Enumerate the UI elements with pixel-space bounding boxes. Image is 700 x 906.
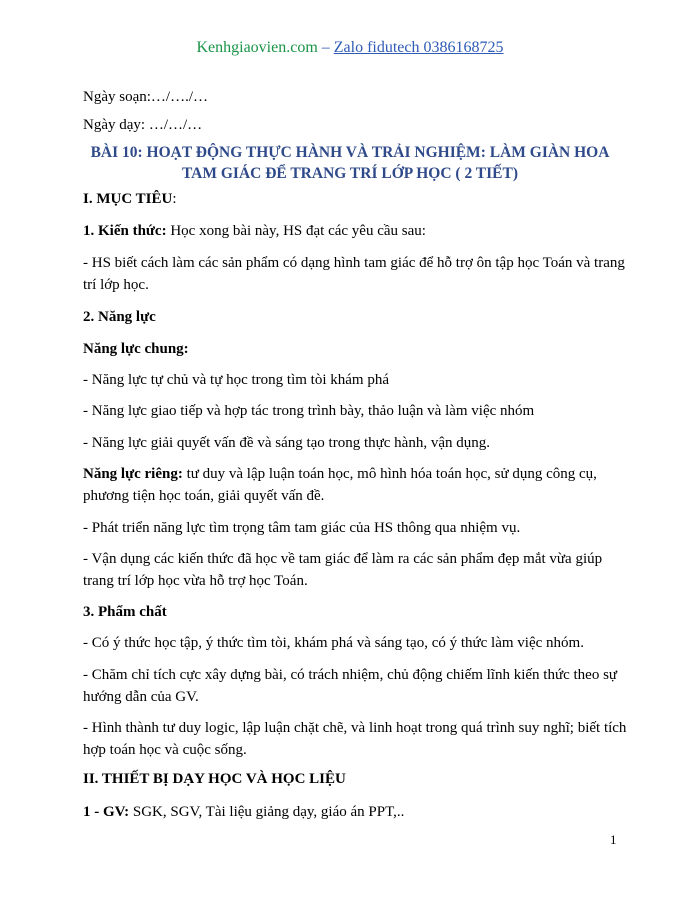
knowledge-text: Học xong bài này, HS đạt các yêu cầu sau:: [166, 223, 426, 239]
specific-text: tư duy và lập luận toán học, mô hình hóa toán học, sử dụng công cụ, phương tiện học toán, giải quyết vấn đề.: [83, 466, 597, 504]
gv-line: [83, 801, 623, 823]
general-item-2: - Năng lực giao tiếp và hợp tác trong trình bày, thảo luận và làm việc nhóm: [83, 403, 535, 419]
general-item-1: - Năng lực tự chủ và tự học trong tìm tòi khám phá: [83, 372, 389, 388]
knowledge-item: - HS biết cách làm các sản phẩm có dạng hình tam giác để hỗ trợ ôn tập học Toán và trang trí lớp học.: [83, 255, 625, 293]
quality-item-2: - Chăm chỉ tích cực xây dựng bài, có trách nhiệm, chủ động chiếm lĩnh kiến thức theo sự hướng dẫn của GV.: [83, 667, 618, 705]
lesson-title-line1: BÀI 10: HOẠT ĐỘNG THỰC HÀNH VÀ TRẢI NGHIỆM: LÀM GIÀN HOA: [90, 144, 610, 161]
quality-heading: 3. Phẩm chất: [83, 604, 167, 620]
lesson-title-line2: TAM GIÁC ĐỂ TRANG TRÍ LỚP HỌC ( 2 TIẾT): [181, 165, 519, 182]
date-taught: Ngày dạy: …/…/…: [83, 117, 203, 133]
date-prepared: Ngày soạn:…/…./…: [83, 89, 208, 105]
specific-label: Năng lực riêng:: [83, 466, 183, 482]
quality-item-1: - Có ý thức học tập, ý thức tìm tòi, khám phá và sáng tạo, có ý thức làm việc nhóm.: [83, 635, 584, 651]
header-site: Kenhgiaovien.com: [196, 39, 318, 56]
specific-item-2: - Vận dụng các kiến thức đã học về tam giác để làm ra các sản phẩm đẹp mắt vừa giúp trang trí lớp học vừa hỗ trợ học Toán.: [83, 551, 603, 589]
header-separator: –: [317, 39, 334, 56]
section1-heading: [83, 188, 623, 210]
general-competency-heading: Năng lực chung:: [83, 341, 189, 357]
section1-heading-text: I. MỤC TIÊU: [83, 191, 173, 207]
competency-heading: 2. Năng lực: [83, 309, 156, 325]
specific-item-1: - Phát triển năng lực tìm trọng tâm tam giác của HS thông qua nhiệm vụ.: [83, 520, 521, 536]
gv-label: 1 - GV:: [83, 804, 130, 820]
general-item-3: - Năng lực giải quyết vấn đề và sáng tạo trong thực hành, vận dụng.: [83, 435, 490, 451]
quality-item-3: - Hình thành tư duy logic, lập luận chặt chẽ, và linh hoạt trong quá trình suy nghĩ; biết tích hợp toán học và cuộc sống.: [83, 720, 627, 758]
knowledge-line: [83, 220, 623, 242]
specific-competency: [83, 463, 628, 507]
knowledge-label: 1. Kiến thức:: [83, 223, 167, 239]
page-header: [0, 39, 700, 57]
section1-heading-suffix: :: [172, 191, 177, 207]
section2-heading: II. THIẾT BỊ DẠY HỌC VÀ HỌC LIỆU: [83, 771, 346, 787]
page-number: 1: [610, 832, 617, 847]
gv-text: SGK, SGV, Tài liệu giảng dạy, giáo án PPT,..: [129, 804, 405, 820]
lesson-title: [60, 142, 640, 184]
header-zalo-link[interactable]: Zalo fidutech 0386168725: [333, 39, 504, 56]
